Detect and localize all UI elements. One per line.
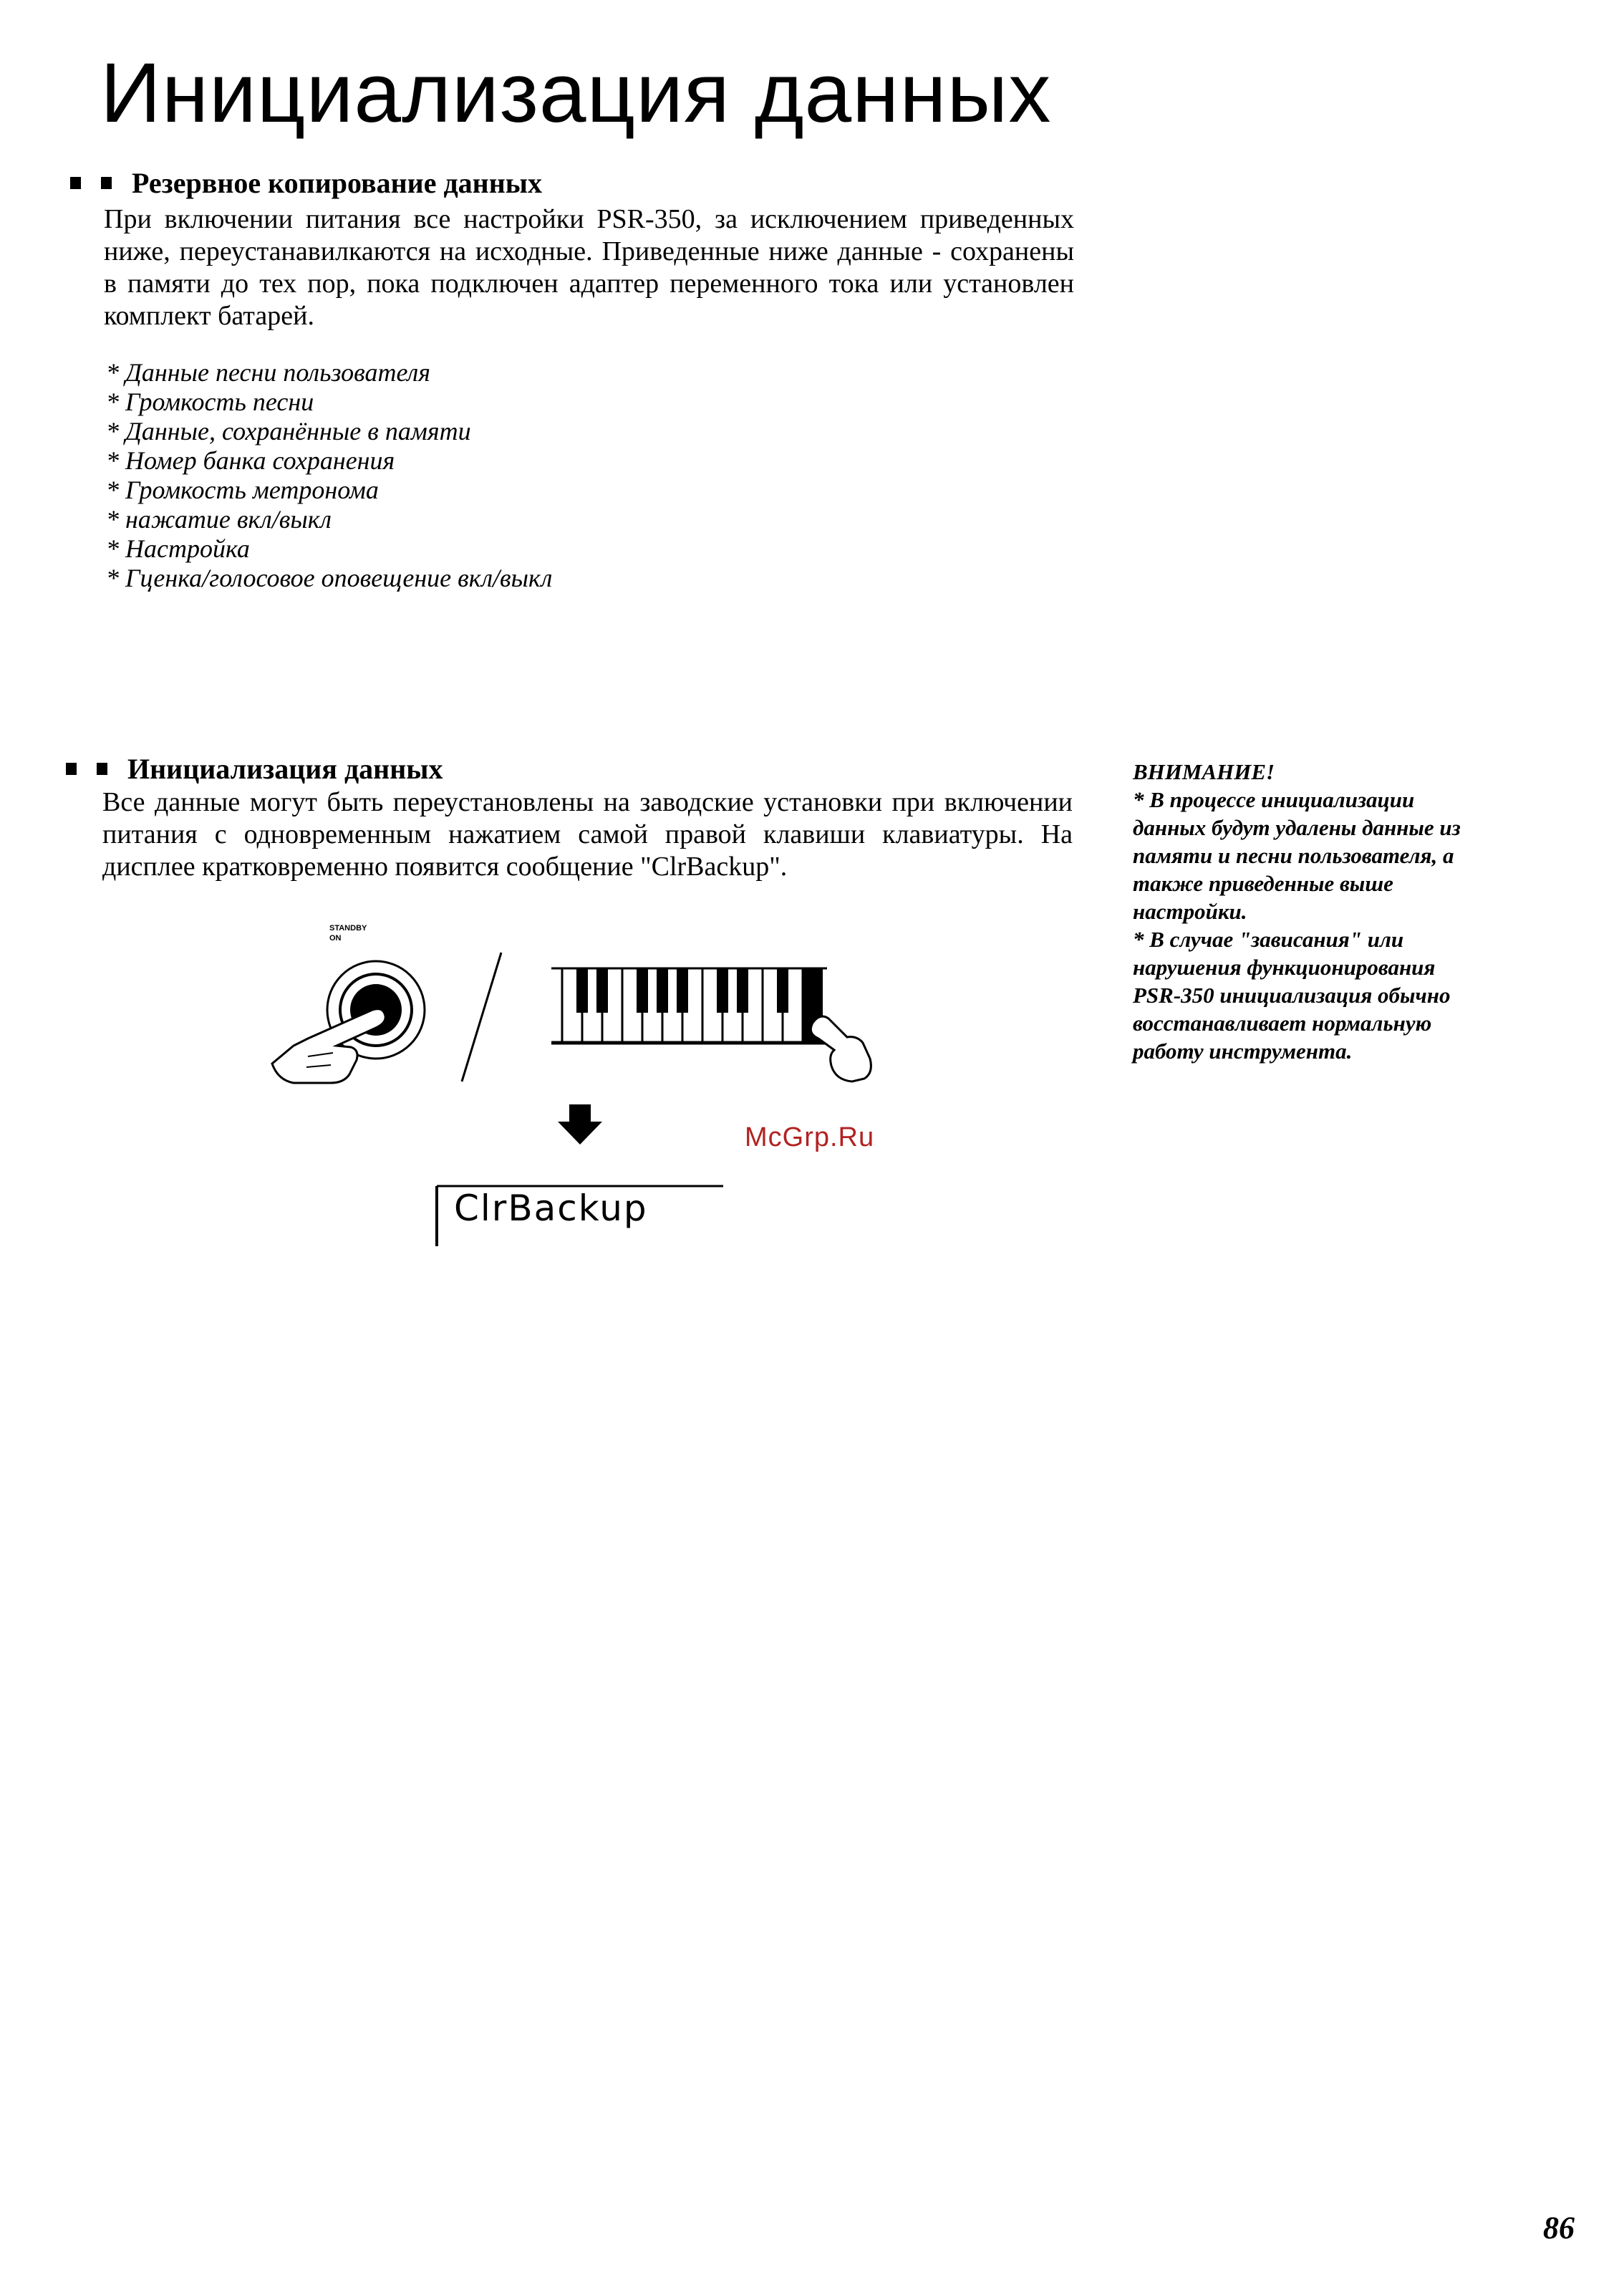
pointing-hand-icon [265, 996, 408, 1096]
list-item: * Громкость метронома [106, 476, 379, 504]
keyboard-icon [548, 958, 877, 1087]
square-bullet-icon [70, 177, 81, 189]
page-title: Инициализация данных [100, 46, 1052, 140]
square-bullet-icon [97, 763, 107, 775]
list-item: * Громкость песни [106, 387, 314, 416]
section-heading-backup [70, 166, 542, 200]
warning-heading: ВНИМАНИЕ! [1133, 759, 1275, 784]
section-heading-backup-text: Резервное копирование данных [132, 167, 543, 199]
pointing-hand-icon [811, 1016, 871, 1081]
warning-line: работу инструмента. [1133, 1039, 1353, 1064]
on-label: ON [329, 934, 342, 943]
list-item: * Данные песни пользователя [106, 358, 430, 387]
warning-line: данных будут удалены данные из [1133, 815, 1461, 840]
separator-slash-icon [448, 945, 512, 1089]
warning-line: восстанавливает нормальную [1133, 1011, 1432, 1036]
list-item: * Гценка/голосовое оповещение вкл/выкл [106, 564, 553, 592]
square-bullet-icon [101, 177, 112, 189]
page-number: 86 [1543, 2210, 1575, 2245]
init-paragraph: Все данные могут быть переустановлены на заводские установки при включении питания с одновременным нажатием самой правой клавиши клавиатуры. На дисплее кратковременно появится сообщение "ClrBackup". [102, 787, 1073, 882]
power-button-diagram [265, 924, 437, 1096]
warning-line: памяти и песни пользователя, а [1133, 843, 1454, 868]
lcd-display-icon [434, 1183, 728, 1248]
warning-line: настройки. [1133, 899, 1247, 924]
list-item: * Данные, сохранённые в памяти [106, 417, 471, 445]
down-arrow-icon [555, 1103, 605, 1146]
backup-item-list [106, 358, 552, 593]
warning-line: * В случае "зависания" или [1133, 927, 1404, 952]
section-heading-init-text: Инициализация данных [127, 753, 443, 785]
backup-paragraph: При включении питания все настройки PSR-350, за исключением приведенных ниже, переустанавилкаются на исходные. Приведенные ниже данные - сохранены в памяти до тех пор, пока подключен адаптер переменного тока или установлен комплект батарей. [104, 204, 1074, 331]
list-item: * Настройка [106, 534, 250, 563]
warning-line: нарушения функционирования [1133, 955, 1436, 980]
section-heading-init [66, 752, 443, 786]
lcd-display-text: ClrBackup [454, 1187, 648, 1229]
warning-line: * В процессе инициализации [1133, 787, 1415, 812]
warning-note [1133, 758, 1461, 1065]
warning-line: также приведенные выше [1133, 871, 1393, 896]
list-item: * нажатие вкл/выкл [106, 505, 332, 534]
watermark: McGrp.Ru [745, 1122, 875, 1152]
square-bullet-icon [66, 763, 77, 775]
warning-line: PSR-350 инициализация обычно [1133, 983, 1451, 1008]
standby-label: STANDBY [329, 924, 367, 933]
list-item: * Номер банка сохранения [106, 446, 395, 475]
